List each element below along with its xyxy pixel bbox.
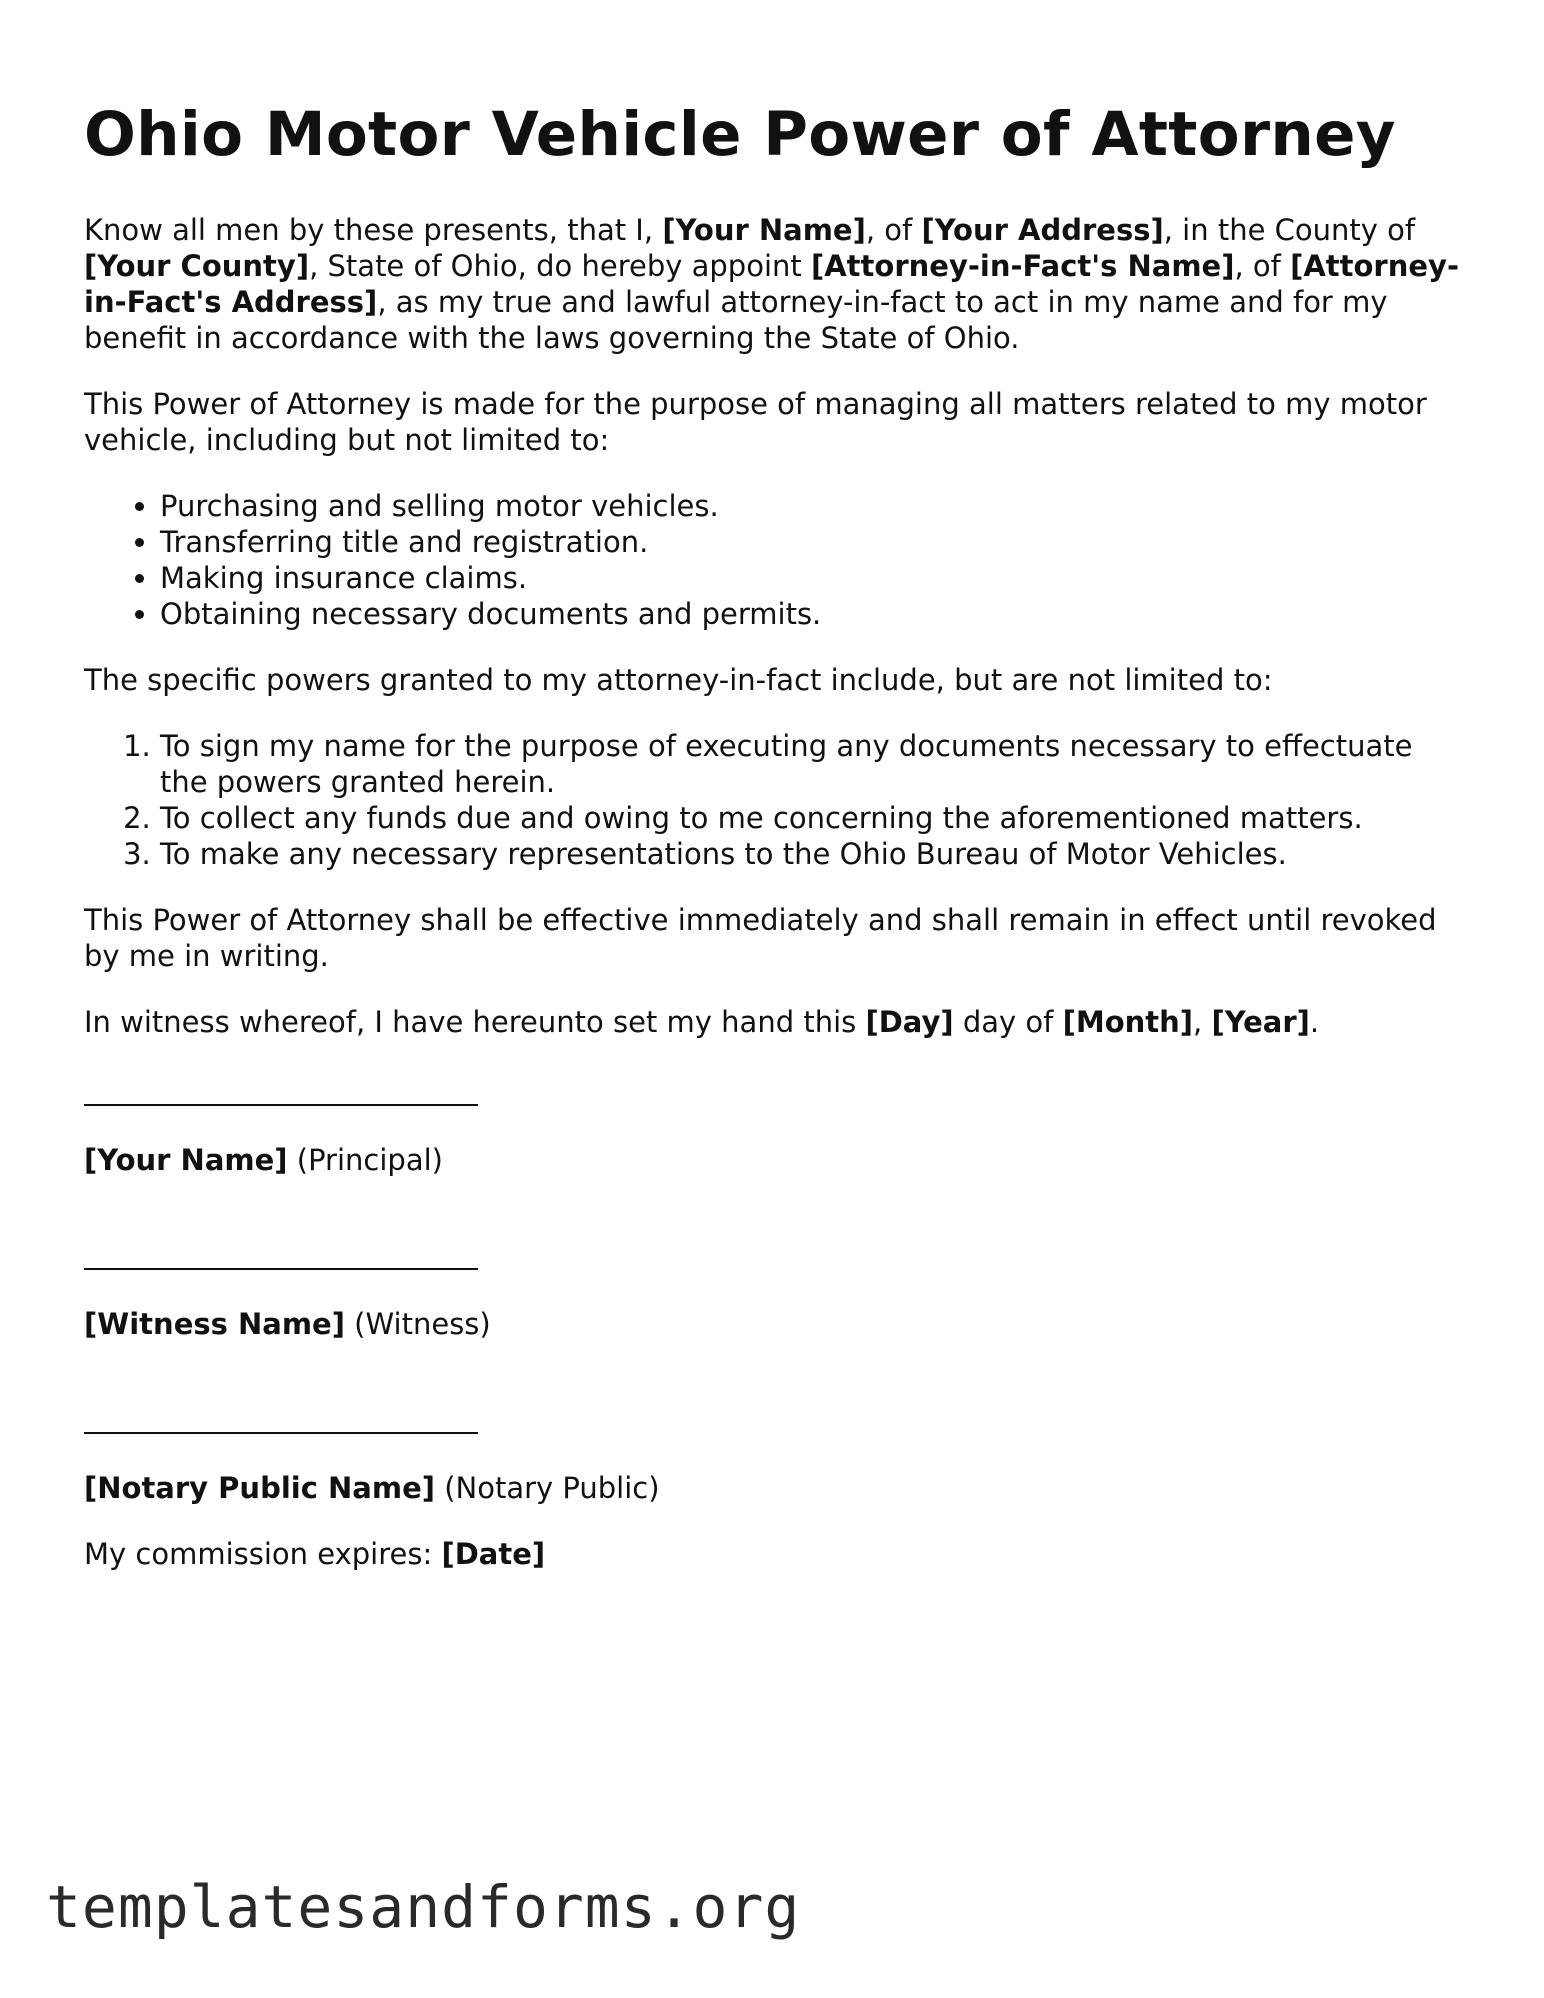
witness-text-2: day of — [953, 1005, 1063, 1039]
intro-text-2: , of — [865, 213, 922, 247]
commission-date-placeholder: [Date] — [441, 1537, 546, 1571]
notary-name-placeholder: [Notary Public Name] — [84, 1471, 435, 1505]
principal-label — [84, 1142, 1464, 1178]
notary-signature-line[interactable] — [84, 1404, 1464, 1440]
signature-rule — [84, 1404, 478, 1434]
intro-text-3: , in the County of — [1163, 213, 1416, 247]
principal-name-placeholder: [Your Name] — [84, 1143, 288, 1177]
your-name-placeholder: [Your Name] — [662, 213, 866, 247]
purpose-paragraph: This Power of Attorney is made for the purpose of managing all matters related to my motor vehicle, including but not limited to: — [84, 387, 1427, 457]
list-item: • Transferring title and registration. — [160, 524, 1464, 560]
intro-paragraph — [84, 212, 1464, 356]
principal-signature-block — [84, 1076, 1464, 1178]
intro-text-6: , as my true and lawful attorney-in-fact to act in my name and for my benefit in accordance with the laws governing the State of Ohio. — [84, 285, 1388, 355]
principal-signature-line[interactable] — [84, 1076, 1464, 1112]
your-address-placeholder: [Your Address] — [921, 213, 1164, 247]
witness-text-3: , — [1193, 1005, 1212, 1039]
attorney-name-placeholder: [Attorney-in-Fact's Name] — [810, 249, 1235, 283]
intro-text-1: Know all men by these presents, that I, — [84, 213, 663, 247]
notary-role: (Notary Public) — [435, 1471, 660, 1505]
attorney-address-placeholder: [Attorney-in-Fact's Address] — [84, 249, 1459, 319]
witness-signature-block — [84, 1240, 1464, 1342]
powers-list — [84, 728, 1464, 872]
commission-expiry — [84, 1536, 1464, 1572]
list-item: • Obtaining necessary documents and permits. — [160, 596, 1464, 632]
list-item: 3. To make any necessary representations to the Ohio Bureau of Motor Vehicles. — [160, 836, 1464, 872]
notary-signature-block — [84, 1404, 1464, 1506]
signature-rule — [84, 1240, 478, 1270]
witness-role: (Witness) — [344, 1307, 491, 1341]
year-placeholder: [Year] — [1211, 1005, 1310, 1039]
month-placeholder: [Month] — [1062, 1005, 1194, 1039]
effective-paragraph: This Power of Attorney shall be effective immediately and shall remain in effect until revoked by me in writing. — [84, 903, 1437, 973]
day-placeholder: [Day] — [865, 1005, 954, 1039]
commission-label: My commission expires: — [84, 1537, 442, 1571]
witness-text-4: . — [1309, 1005, 1320, 1039]
powers-paragraph: The specific powers granted to my attorney-in-fact include, but are not limited to: — [84, 663, 1273, 697]
list-item: • Making insurance claims. — [160, 560, 1464, 596]
page-title: Ohio Motor Vehicle Power of Attorney — [84, 99, 1396, 170]
principal-role: (Principal) — [287, 1143, 443, 1177]
document-page — [84, 100, 1464, 1602]
witness-label — [84, 1306, 1464, 1342]
witness-clause — [84, 1004, 1464, 1040]
list-item: 2. To collect any funds due and owing to me concerning the aforementioned matters. — [160, 800, 1464, 836]
list-item: 1. To sign my name for the purpose of executing any documents necessary to effectuate the powers granted herein. — [160, 728, 1464, 800]
purpose-list — [84, 488, 1464, 632]
intro-text-4: , State of Ohio, do hereby appoint — [309, 249, 811, 283]
intro-text-5: , of — [1234, 249, 1291, 283]
witness-signature-line[interactable] — [84, 1240, 1464, 1276]
witness-name-placeholder: [Witness Name] — [84, 1307, 345, 1341]
site-watermark: templatesandforms.org — [46, 1873, 801, 1941]
witness-text-1: In witness whereof, I have hereunto set my hand this — [84, 1005, 866, 1039]
your-county-placeholder: [Your County] — [84, 249, 310, 283]
signature-rule — [84, 1076, 478, 1106]
notary-label — [84, 1470, 1464, 1506]
list-item: • Purchasing and selling motor vehicles. — [160, 488, 1464, 524]
